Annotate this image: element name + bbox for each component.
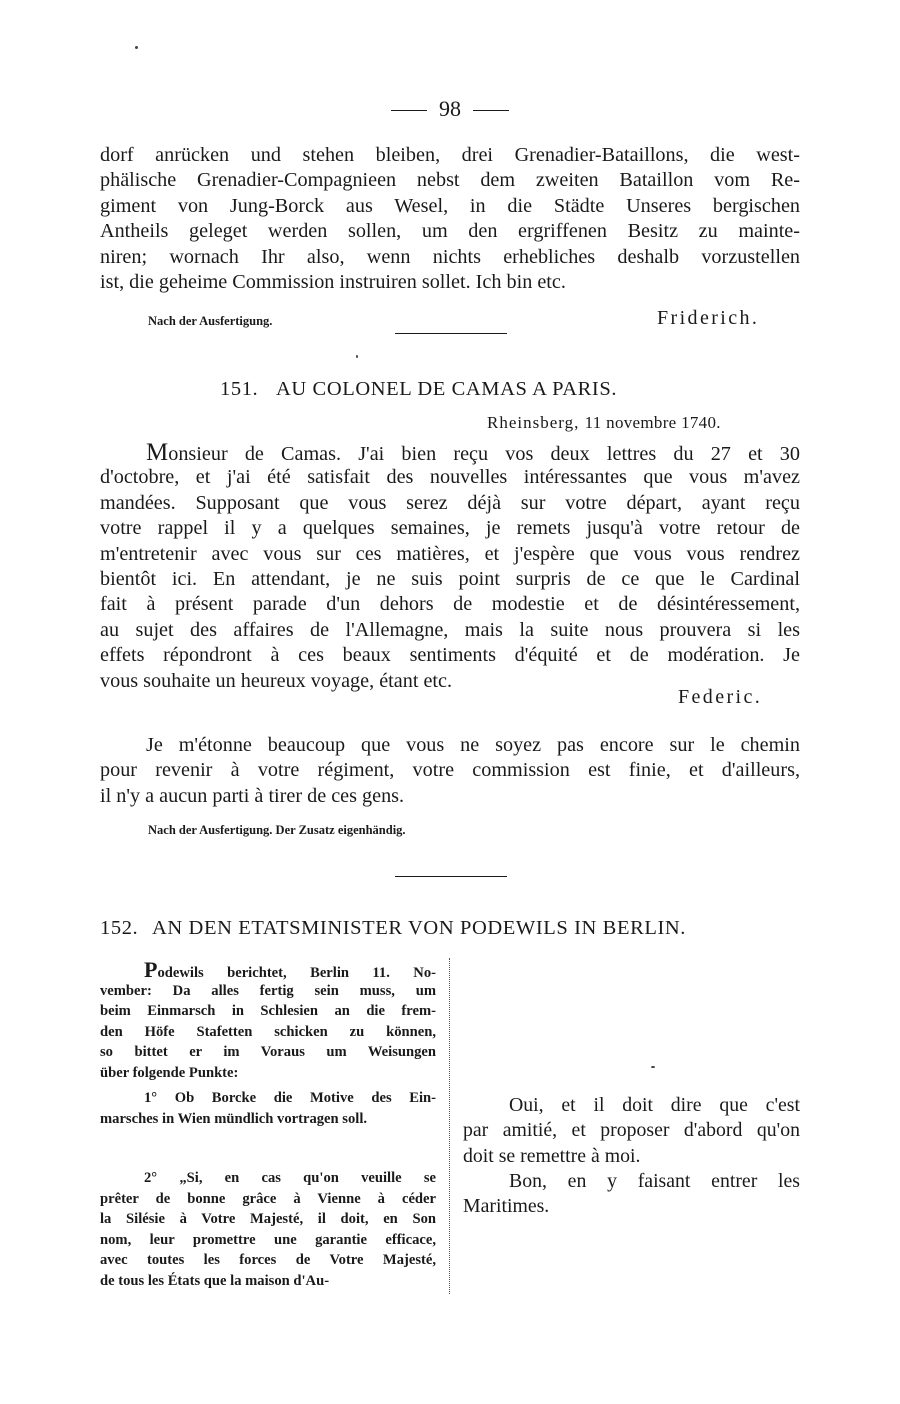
- text-line: m'entretenir avec vous sur ces matières, et j'espère que vous vous rendrez: [100, 542, 800, 565]
- separator-rule: [395, 333, 507, 334]
- text-line: [463, 1093, 800, 1118]
- text-line: de tous les États que la maison d'Au-: [100, 1272, 330, 1289]
- scan-speck: [651, 1066, 655, 1068]
- text-line: doit se remettre à moi.: [463, 1144, 641, 1167]
- section-heading: [220, 378, 617, 401]
- text-line: par amitié, et proposer d'abord qu'on: [463, 1119, 800, 1142]
- text-line: marsches in Wien mündlich vortragen soll.: [100, 1110, 368, 1127]
- text-line: den Höfe Stafetten schicken zu können,: [100, 1023, 436, 1040]
- text-line: [100, 440, 800, 465]
- section-number: 151.: [220, 378, 259, 400]
- dateline-date: 11 novembre 1740.: [584, 413, 721, 432]
- left-column-point-1: [100, 1088, 436, 1129]
- text-line: [463, 1169, 800, 1194]
- text-line: beim Einmarsch in Schlesien an die frem-: [100, 1003, 436, 1020]
- section-number: 152.: [100, 917, 139, 939]
- text-line: Maritimes.: [463, 1195, 550, 1218]
- page-number-value: 98: [439, 96, 461, 121]
- dropcap: M: [146, 439, 169, 466]
- text-line: [100, 733, 800, 758]
- dateline-place: Rheinsberg,: [487, 413, 580, 432]
- text-line: phälische Grenadier-Compagnieen nebst dem zweiten Bataillon vom Re-: [100, 169, 800, 192]
- source-note: Nach der Ausfertigung.: [148, 314, 273, 328]
- page-number: [0, 94, 900, 124]
- section-150-continuation: [100, 143, 800, 295]
- column-divider: [449, 958, 450, 1294]
- text-line-content: Je m'étonne beaucoup que vous ne soyez pas encore sur le chemin: [146, 734, 800, 756]
- page-number-dash-left: [391, 110, 427, 111]
- text-line: avec toutes les forces de Votre Majesté,: [100, 1252, 436, 1269]
- text-line: giment von Jung-Borck aus Wesel, in die Städte Unseres bergischen: [100, 194, 800, 217]
- text-line: nom, leur promettre une garantie efficace,: [100, 1231, 436, 1248]
- section-heading: [100, 917, 800, 940]
- right-column-answer-1: [463, 1093, 800, 1169]
- separator-rule: [395, 876, 507, 877]
- right-column-answer-2: [463, 1169, 800, 1220]
- text-line: so bittet er im Voraus um Weisungen: [100, 1044, 436, 1061]
- text-line: effets répondront à ces beaux sentiments d'équité et de modération. Je: [100, 644, 800, 667]
- letter-body: [100, 440, 800, 694]
- postscript: [100, 733, 800, 809]
- text-line: niren; wornach Ihr also, wenn nichts erhebliches deshalb vorzustellen: [100, 245, 800, 268]
- text-line: ist, die geheime Commission instruiren sollet. Ich bin etc.: [100, 270, 566, 293]
- text-line-content: Oui, et il doit dire que c'est: [509, 1094, 800, 1116]
- text-line: [100, 1168, 436, 1189]
- section-title: AN DEN ETATSMINISTER VON PODEWILS IN BERLIN.: [152, 917, 687, 939]
- text-line: il n'y a aucun parti à tirer de ces gens.: [100, 784, 405, 807]
- scan-speck: [356, 355, 358, 358]
- text-line: mandées. Supposant que vous serez déjà sur votre départ, ayant reçu: [100, 491, 800, 514]
- text-line: fait à présent parade d'un dehors de modestie et de désintéressement,: [100, 593, 800, 616]
- source-note: Nach der Ausfertigung. Der Zusatz eigenhändig.: [148, 823, 406, 837]
- text-line-content: odewils berichtet, Berlin 11. No-: [157, 965, 436, 981]
- left-column-point-2: [100, 1168, 436, 1292]
- text-line: Antheils geleget werden sollen, um den ergriffenen Besitz zu mainte-: [100, 220, 800, 243]
- dateline: [487, 413, 721, 433]
- text-line: votre rappel il y a quelques semaines, je remets jusqu'à votre retour de: [100, 517, 800, 540]
- text-line: au sujet des affaires de l'Allemagne, mais la suite nous prouvera si les: [100, 618, 800, 641]
- text-line: bientôt ici. En attendant, je ne suis point surpris de ce que le Cardinal: [100, 567, 800, 590]
- text-line-content: 2° „Si, en cas qu'on veuille se: [144, 1170, 436, 1186]
- dropcap: P: [144, 957, 158, 982]
- page-number-dash-right: [473, 110, 509, 111]
- text-line: vember: Da alles fertig sein muss, um: [100, 982, 436, 999]
- text-line: [100, 957, 436, 982]
- section-title: AU COLONEL DE CAMAS A PARIS.: [276, 378, 618, 400]
- text-line: la Silésie à Votre Majesté, il doit, en Son: [100, 1211, 436, 1228]
- text-line: pour revenir à votre régiment, votre commission est finie, et d'ailleurs,: [100, 759, 800, 782]
- text-line-content: onsieur de Camas. J'ai bien reçu vos deux lettres du 27 et 30: [168, 443, 800, 465]
- text-line-content: Bon, en y faisant entrer les: [509, 1170, 800, 1192]
- text-line: über folgende Punkte:: [100, 1064, 239, 1081]
- text-line: vous souhaite un heureux voyage, étant etc.: [100, 669, 453, 692]
- scan-speck: [135, 46, 138, 49]
- text-line: dorf anrücken und stehen bleiben, drei Grenadier-Bataillons, die west-: [100, 144, 800, 166]
- signature: Federic.: [678, 686, 763, 708]
- left-column-report: [100, 957, 436, 1084]
- text-line: prêter de bonne grâce à Vienne à céder: [100, 1190, 436, 1207]
- text-line: [100, 1088, 436, 1109]
- signature: Friderich.: [657, 307, 760, 329]
- text-line: d'octobre, et j'ai été satisfait des nouvelles intéressantes que vous m'avez: [100, 466, 800, 489]
- text-line-content: 1° Ob Borcke die Motive des Ein-: [144, 1090, 436, 1106]
